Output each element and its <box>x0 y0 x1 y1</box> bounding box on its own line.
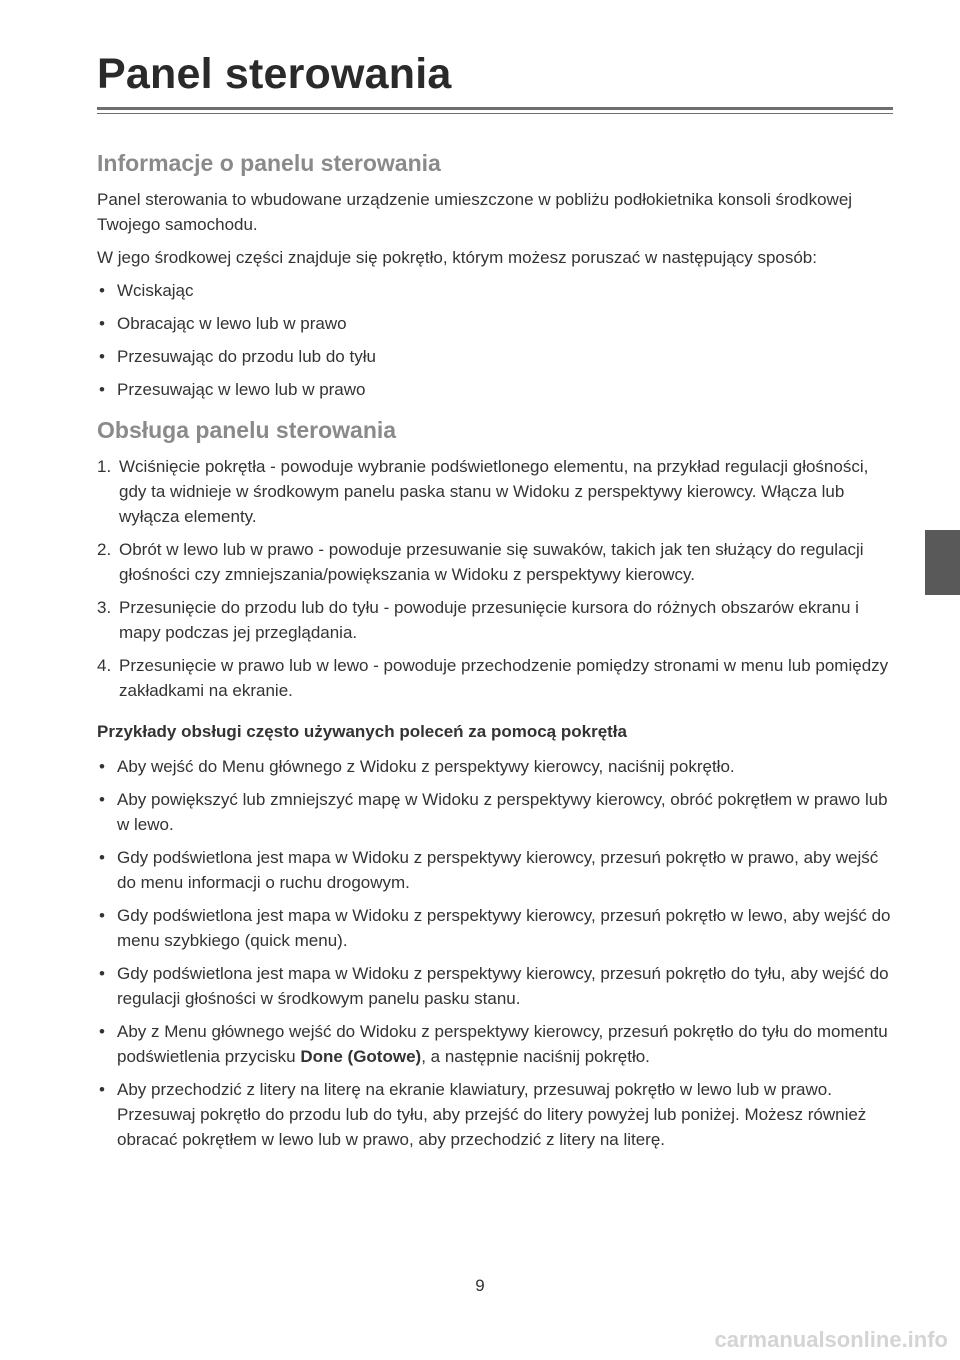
paragraph: Panel sterowania to wbudowane urządzenie umieszczone w pobliżu podłokietnika konsoli środkowej Twojego samochodu. <box>97 190 853 234</box>
list-item <box>97 1019 897 1069</box>
step-number: 1. <box>97 457 112 476</box>
step-text: Obrót w lewo lub w prawo - powoduje przesuwanie się suwaków, takich jak ten służący do regulacji głośności czy zmniejszania/powiększania w Widoku z perspektywy kierowcy. <box>119 540 864 584</box>
step-number: 2. <box>97 540 112 559</box>
title-rule-thin <box>97 113 893 114</box>
list-item: • Aby przechodzić z litery na literę na ekranie klawiatury, przesuwaj pokrętło w lewo lub w prawo. Przesuwaj pokrętło do przodu lub do tyłu, aby przejść do litery powyżej lub poniżej. Możesz również obracać pokrętłem w lewo lub w prawo, aby przechodzić z litery na literę. <box>97 1077 897 1152</box>
examples-heading: Przykłady obsługi często używanych poleceń za pomocą pokrętła <box>97 722 627 741</box>
example-text: , a następnie naciśnij pokrętło. <box>421 1047 650 1066</box>
content-area <box>97 150 897 1160</box>
list-item: • Gdy podświetlona jest mapa w Widoku z perspektywy kierowcy, przesuń pokrętło do tyłu, aby wejść do regulacji głośności w środkowym panelu pasku stanu. <box>97 961 897 1011</box>
list-item: • Przesuwając w lewo lub w prawo <box>97 377 897 402</box>
list-item: • Gdy podświetlona jest mapa w Widoku z perspektywy kierowcy, przesuń pokrętło w lewo, aby wejść do menu szybkiego (quick menu). <box>97 903 897 953</box>
page-title: Panel sterowania <box>97 50 452 98</box>
list-item: • Przesuwając do przodu lub do tyłu <box>97 344 897 369</box>
example-text: Aby z Menu głównego wejść do Widoku z perspektywy kierowcy, przesuń pokrętło do tyłu do momentu podświetlenia przycisku <box>117 1022 888 1066</box>
page-number: 9 <box>475 1276 485 1295</box>
examples-list <box>97 754 897 1152</box>
list-item <box>97 537 897 587</box>
step-number: 4. <box>97 656 112 675</box>
section-heading-usage: Obsługa panelu sterowania <box>97 417 397 443</box>
step-text: Przesunięcie do przodu lub do tyłu - powoduje przesunięcie kursora do różnych obszarów ekranu i mapy podczas jej przeglądania. <box>119 598 859 642</box>
step-number: 3. <box>97 598 112 617</box>
movement-list <box>97 278 897 402</box>
title-rule-thick <box>97 107 893 110</box>
steps-list <box>97 454 897 703</box>
section-heading-info: Informacje o panelu sterowania <box>97 150 441 176</box>
step-text: Wciśnięcie pokrętła - powoduje wybranie podświetlonego elementu, na przykład regulacji głośności, gdy ta widnieje w środkowym panelu paska stanu w Widoku z perspektywy kierowcy. Włącza lub wyłącza elementy. <box>119 457 869 526</box>
done-button-label: Done (Gotowe) <box>300 1047 422 1066</box>
list-item: • Aby wejść do Menu głównego z Widoku z perspektywy kierowcy, naciśnij pokrętło. <box>97 754 897 779</box>
list-item <box>97 454 897 529</box>
list-item: • Wciskając <box>97 278 897 303</box>
paragraph: W jego środkowej części znajduje się pokrętło, którym możesz poruszać w następujący sposób: <box>97 248 817 267</box>
list-item <box>97 653 897 703</box>
list-item: • Gdy podświetlona jest mapa w Widoku z perspektywy kierowcy, przesuń pokrętło w prawo, aby wejść do menu informacji o ruchu drogowym. <box>97 845 897 895</box>
chapter-side-tab <box>925 530 960 595</box>
watermark: carmanualsonline.info <box>714 1327 948 1352</box>
list-item <box>97 595 897 645</box>
list-item: • Aby powiększyć lub zmniejszyć mapę w Widoku z perspektywy kierowcy, obróć pokrętłem w prawo lub w lewo. <box>97 787 897 837</box>
list-item: • Obracając w lewo lub w prawo <box>97 311 897 336</box>
step-text: Przesunięcie w prawo lub w lewo - powoduje przechodzenie pomiędzy stronami w menu lub pomiędzy zakładkami na ekranie. <box>119 656 889 700</box>
